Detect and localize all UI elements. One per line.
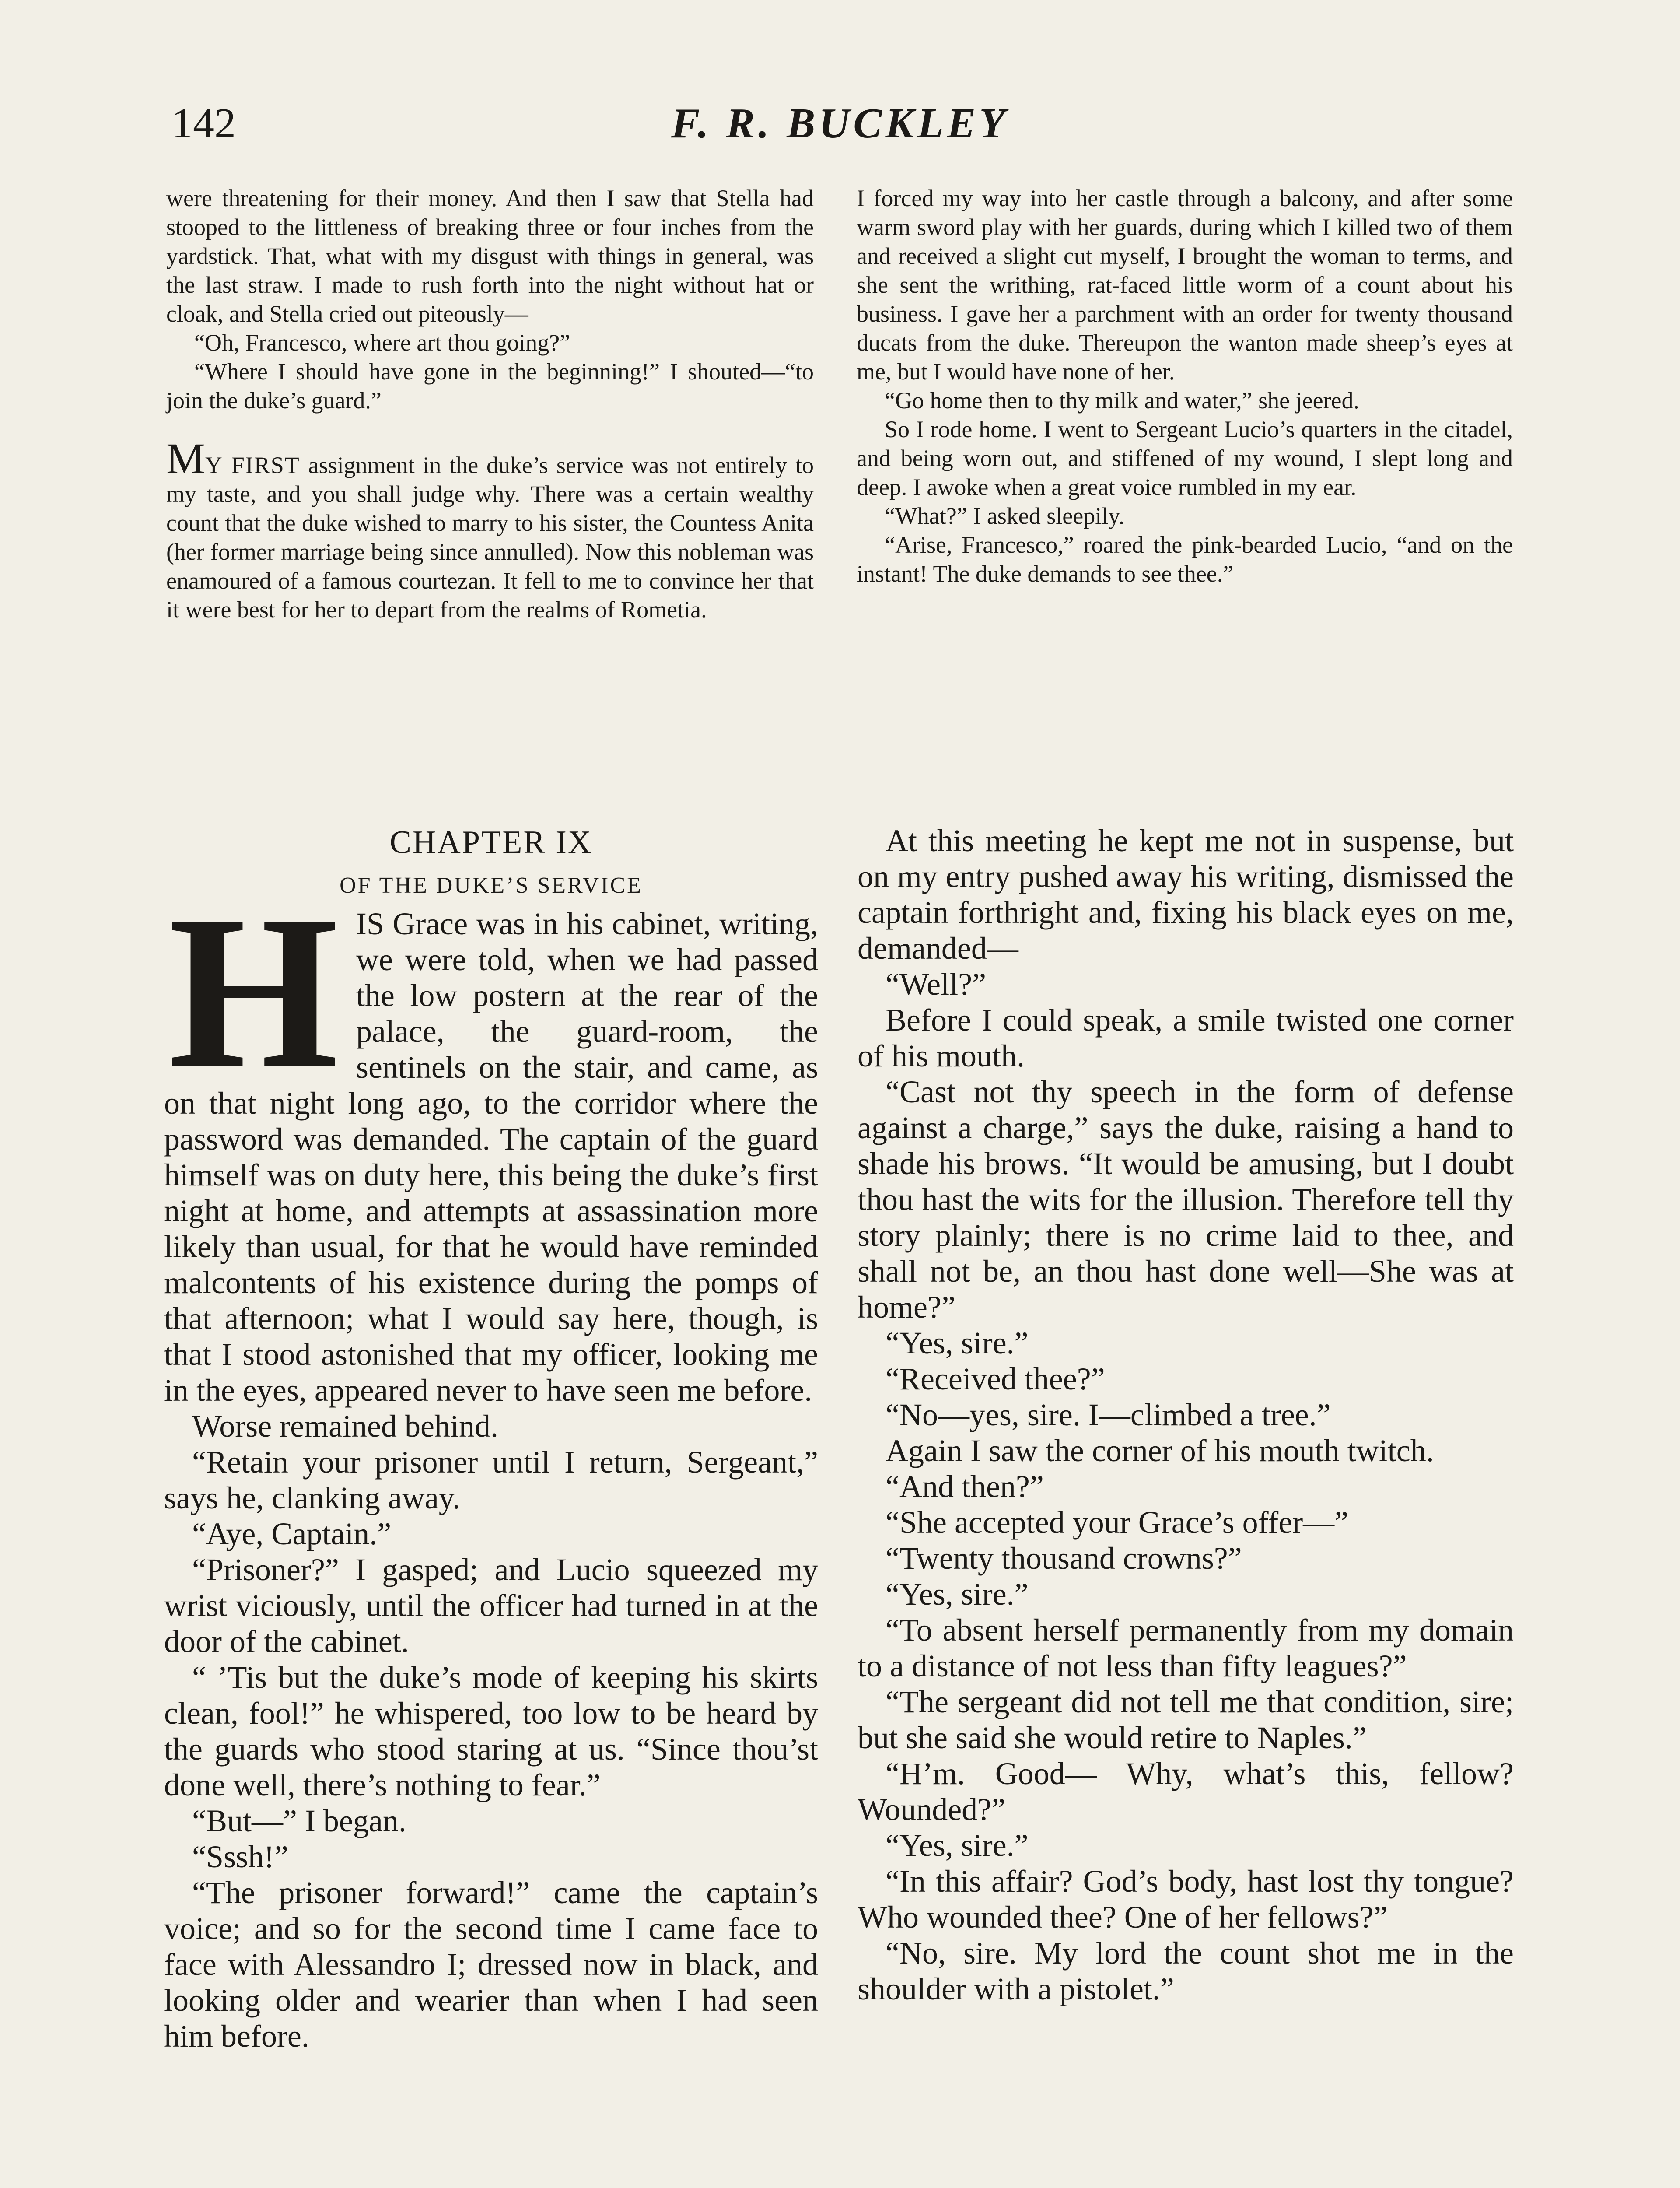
- paragraph: “Aye, Captain.”: [192, 1516, 392, 1551]
- chapter-subtitle: OF THE DUKE’S SERVICE: [340, 873, 643, 898]
- paragraph: “Retain your prisoner until I return, Sergeant,” says he, clanking away.: [164, 1445, 818, 1515]
- paragraph: “ ’Tis but the duke’s mode of keeping his skirts clean, fool!” he whispered, too low to be heard by the guards who stood staring at us. “Since thou’st done well, there’s nothing to fear.”: [164, 1660, 818, 1802]
- paragraph: “The sergeant did not tell me that condition, sire; but she said she would retire to Naples.”: [858, 1684, 1514, 1755]
- paragraph: “No, sire. My lord the count shot me in the shoulder with a pistolet.”: [858, 1936, 1514, 2006]
- running-title: F. R. BUCKLEY: [671, 100, 1009, 147]
- lower-right-column: [858, 823, 1514, 2007]
- paragraph: “Arise, Francesco,” roared the pink-bearded Lucio, “and on the instant! The duke demands to see thee.”: [857, 532, 1513, 587]
- section-break-paragraph: [166, 434, 814, 624]
- paragraph: “Where I should have gone in the beginning!” I shouted—“to join the duke’s guard.”: [166, 358, 814, 414]
- page-number: 142: [172, 100, 236, 147]
- paragraph: “Well?”: [886, 967, 987, 1002]
- drop-cap: H: [168, 871, 339, 1113]
- paragraph: “But—” I began.: [192, 1803, 406, 1838]
- paragraph: “And then?”: [886, 1469, 1044, 1504]
- lower-left-column: [164, 823, 818, 2054]
- paragraph: “In this affair? God’s body, hast lost thy tongue? Who wounded thee? One of her fellows?”: [858, 1864, 1514, 1935]
- upper-left-column: [166, 184, 814, 624]
- section-small-caps: Y FIRST: [205, 452, 300, 478]
- paragraph: Again I saw the corner of his mouth twitch.: [886, 1433, 1434, 1468]
- opening-text: IS Grace was in his cabinet, writing, we were told, when we had passed the low postern at the rear of the palace, the guard-room, the sentinels on the stair, and came, as on that night long ago, to the corridor where the password was demanded. The captain of the guard himself was on duty here, this being the duke’s first night at home, and attempts at assassination more likely than usual, for that he would have reminded malcontents of his existence during the pomps of that afternoon; what I would say here, though, is that I stood astonished that my officer, looking me in the eyes, appeared never to have seen me before.: [164, 906, 818, 1408]
- paragraph: “Go home then to thy milk and water,” she jeered.: [885, 387, 1359, 414]
- paragraph: “Prisoner?” I gasped; and Lucio squeezed my wrist viciously, until the officer had turned in at the door of the cabinet.: [164, 1552, 818, 1659]
- paragraph: “Sssh!”: [192, 1839, 288, 1874]
- paragraph: “Twenty thousand crowns?”: [886, 1541, 1242, 1576]
- paragraph: So I rode home. I went to Sergeant Lucio’s quarters in the citadel, and being worn out, and stiffened of my wound, I slept long and deep. I awoke when a great voice rumbled in my ear.: [857, 416, 1513, 500]
- paragraph: “Cast not thy speech in the form of defense against a charge,” says the duke, raising a hand to shade his brows. “It would be amusing, but I doubt thou hast the wits for the illusion. Therefore tell thy story plainly; there is no crime laid to thee, and shall not be, an thou hast done well—She was at home?”: [858, 1074, 1514, 1325]
- section-initial: M: [166, 434, 205, 483]
- paragraph: “The prisoner forward!” came the captain’s voice; and so for the second time I came face to face with Alessandro I; dressed now in black, and looking older and wearier than when I had seen him before.: [164, 1875, 818, 2054]
- paragraph: “Received thee?”: [886, 1361, 1105, 1396]
- paragraph: “Yes, sire.”: [886, 1828, 1029, 1863]
- paragraph: “She accepted your Grace’s offer—”: [886, 1505, 1349, 1540]
- paragraph: Worse remained behind.: [192, 1409, 498, 1444]
- paragraph: “Oh, Francesco, where art thou going?”: [194, 330, 570, 356]
- section-text: assignment in the duke’s service was not entirely to my taste, and you shall judge why. There was a certain wealthy count that the duke wished to marry to his sister, the Countess Anita (her former marriage being since annulled). Now this nobleman was enamoured of a famous courtezan. It fell to me to convince her that it were best for her to depart from the realms of Rometia.: [166, 452, 814, 623]
- paragraph: “Yes, sire.”: [886, 1577, 1029, 1612]
- paragraph: “H’m. Good— Why, what’s this, fellow? Wounded?”: [858, 1756, 1514, 1827]
- paragraph: “To absent herself permanently from my domain to a distance of not less than fifty leagues?”: [858, 1613, 1514, 1683]
- paragraph: At this meeting he kept me not in suspense, but on my entry pushed away his writing, dismissed the captain forthright and, fixing his black eyes on me, demanded—: [858, 823, 1514, 966]
- paragraph: “No—yes, sire. I—climbed a tree.”: [886, 1397, 1331, 1432]
- chapter-title: CHAPTER IX: [389, 824, 593, 860]
- paragraph: were threatening for their money. And then I saw that Stella had stooped to the littleness of breaking three or four inches from the yardstick. That, what with my disgust with things in general, was the last straw. I made to rush forth into the night without hat or cloak, and Stella cried out piteously—: [166, 185, 814, 327]
- paragraph: Before I could speak, a smile twisted one corner of his mouth.: [858, 1003, 1514, 1073]
- paragraph: “What?” I asked sleepily.: [885, 503, 1125, 529]
- upper-right-column: [857, 184, 1513, 588]
- paragraph: I forced my way into her castle through a balcony, and after some warm sword play with her guards, during which I killed two of them and received a slight cut myself, I brought the woman to terms, and she sent the writhing, rat-faced little worm of a count about his business. I gave her a parchment with an order for twenty thousand ducats from the duke. Thereupon the wanton made sheep’s eyes at me, but I would have none of her.: [857, 185, 1513, 385]
- paragraph: “Yes, sire.”: [886, 1325, 1029, 1360]
